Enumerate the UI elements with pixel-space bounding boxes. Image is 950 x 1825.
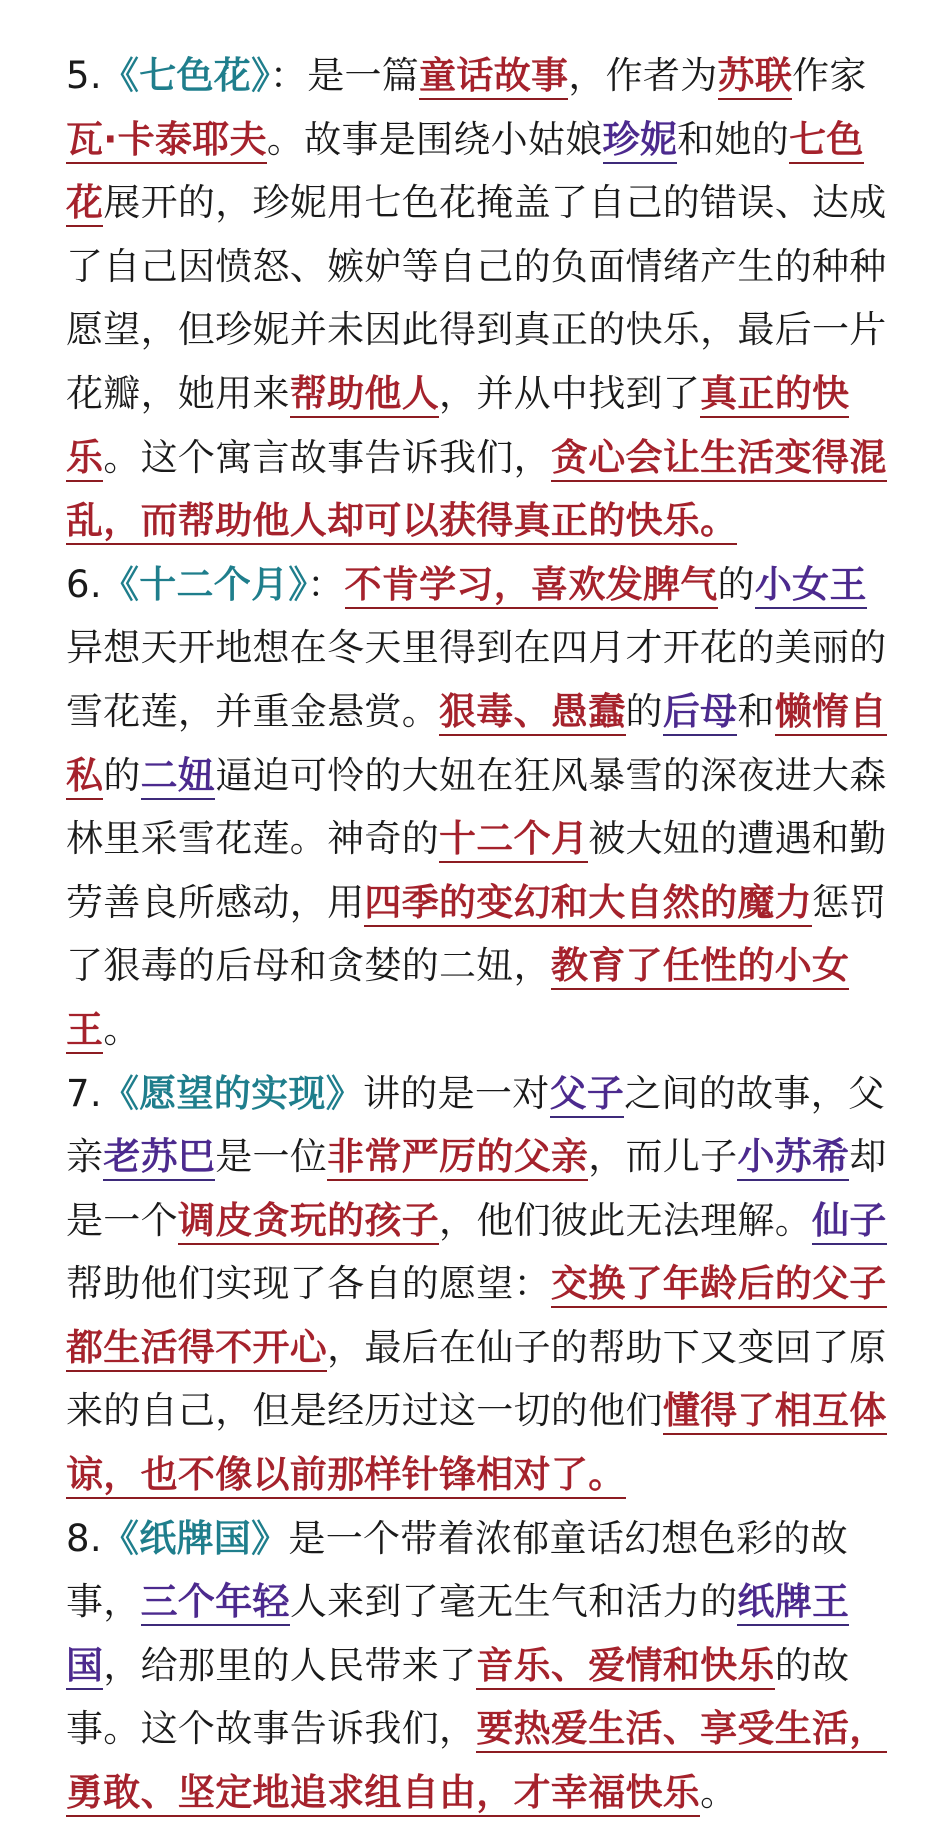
highlight-red: 七色花 [66, 118, 864, 228]
text-span: ，给那里的人民带来了 [103, 1643, 477, 1687]
item-number: 5. [66, 54, 102, 97]
text-span: 是一个带着浓郁童话幻想色彩的故事， [66, 1516, 848, 1624]
text-span: 作家 [792, 54, 867, 97]
highlight-red: 十二个月 [439, 817, 588, 863]
text-span: 逼迫可怜的大妞在狂风暴雪的深夜进大森林里采雪花莲。神奇的 [66, 753, 887, 861]
highlight-red: 要热爱生活、享受生活，勇敢、坚定地追求组自由，才幸福快乐 [66, 1707, 887, 1817]
text-span: 的 [103, 753, 141, 797]
highlight-red: 真正的快乐 [66, 372, 849, 482]
paragraph-yuanwang-shixian [66, 1062, 900, 1507]
highlight-purple: 小苏希 [737, 1135, 849, 1181]
highlight-red: 非常严厉的父亲 [327, 1135, 588, 1181]
text-span: 。 [700, 1771, 738, 1815]
highlight-red: 狠毒、愚蠢 [439, 690, 626, 736]
highlight-purple: 珍妮 [603, 118, 678, 164]
text-span: ，作者为 [568, 54, 718, 97]
text-span: 异想天开地想在冬天里得到在四月才开花的美丽的雪花莲，并重金悬赏。 [66, 626, 887, 733]
highlight-red: 懒惰自私 [66, 690, 887, 800]
text-span: 讲的是一对 [363, 1071, 550, 1115]
text-span: 的故事。这个故事告诉我们， [66, 1643, 850, 1751]
text-span: 之间的故事，父亲 [66, 1071, 886, 1179]
book-title: 《十二个月》 [101, 562, 308, 606]
paragraph-shier-geyue [66, 553, 900, 1062]
text-span: 。这个寓言故事告诉我们， [103, 435, 551, 479]
highlight-red: 帮助他人 [290, 372, 439, 418]
highlight-red: 调皮贪玩的孩子 [178, 1199, 439, 1245]
text-span: 。 [103, 1007, 141, 1051]
highlight-red: 懂得了相互体谅，也不像以前那样针锋相对了。 [66, 1389, 887, 1499]
text-span: 和她的 [677, 117, 790, 161]
paragraph-zhipai-guo [66, 1507, 900, 1825]
text-span: 。故事是围绕小姑娘 [266, 117, 603, 161]
book-title: 《七色花》 [101, 54, 270, 97]
text-span: ，而儿子 [588, 1135, 738, 1179]
highlight-purple: 仙子 [812, 1199, 887, 1245]
text-span: 人来到了毫无生气和活力的 [289, 1580, 738, 1624]
text-span: 的 [625, 689, 663, 733]
highlight-red: 教育了任性的小女王 [66, 944, 849, 1054]
paragraph-qise-hua [66, 44, 900, 553]
text-span: 的 [717, 562, 755, 606]
item-number: 8. [66, 1516, 102, 1560]
highlight-purple: 后母 [663, 690, 738, 736]
text-span: 展开的，珍妮用七色花掩盖了自己的错误、达成了自己因愤怒、嫉妒等自己的负面情绪产生的种种愿望，但珍妮并未因此得到真正的快乐，最后一片花瓣，她用来 [66, 181, 887, 415]
highlight-purple: 父子 [550, 1072, 625, 1118]
text-span: ，他们彼此无法理解。 [439, 1198, 813, 1242]
text-span: ，最后在仙子的帮助下又变回了原来的自己，但是经历过这一切的他们 [66, 1325, 887, 1433]
text-span: 帮助他们实现了各自的愿望： [66, 1262, 551, 1306]
item-number: 7. [66, 1071, 102, 1115]
text-span: 惩罚了狠毒的后母和贪婪的二妞， [66, 880, 887, 988]
highlight-purple: 小女王 [755, 563, 867, 609]
highlight-purple: 老苏巴 [103, 1135, 215, 1181]
highlight-purple: 二妞 [141, 754, 216, 800]
book-title: 《纸牌国》 [101, 1516, 289, 1560]
text-span: 却是一个 [66, 1135, 887, 1242]
highlight-red: 音乐、爱情和快乐 [476, 1644, 774, 1690]
highlight-purple: 三个年轻 [141, 1580, 290, 1626]
text-span: ，并从中找到了 [439, 371, 701, 415]
text-span: 被大妞的遭遇和勤劳善良所感动，用 [66, 817, 887, 924]
highlight-purple: 纸牌王国 [66, 1580, 849, 1690]
highlight-red: 交换了年龄后的父子都生活得不开心 [66, 1262, 887, 1372]
text-span: 和 [737, 689, 775, 733]
highlight-red: 瓦·卡泰耶夫 [66, 118, 267, 164]
highlight-red: 贪心会让生活变得混乱，而帮助他人却可以获得真正的快乐。 [66, 436, 887, 546]
text-span: ： [307, 562, 345, 606]
text-span: ：是一篇 [269, 54, 420, 97]
highlight-red: 不肯学习，喜欢发脾气 [345, 563, 718, 609]
book-title: 《愿望的实现》 [101, 1071, 364, 1115]
highlight-red: 苏联 [718, 54, 793, 100]
highlight-red: 童话故事 [419, 54, 568, 100]
text-span: 是一位 [215, 1135, 328, 1179]
highlight-red: 四季的变幻和大自然的魔力 [364, 881, 812, 927]
item-number: 6. [66, 562, 102, 606]
